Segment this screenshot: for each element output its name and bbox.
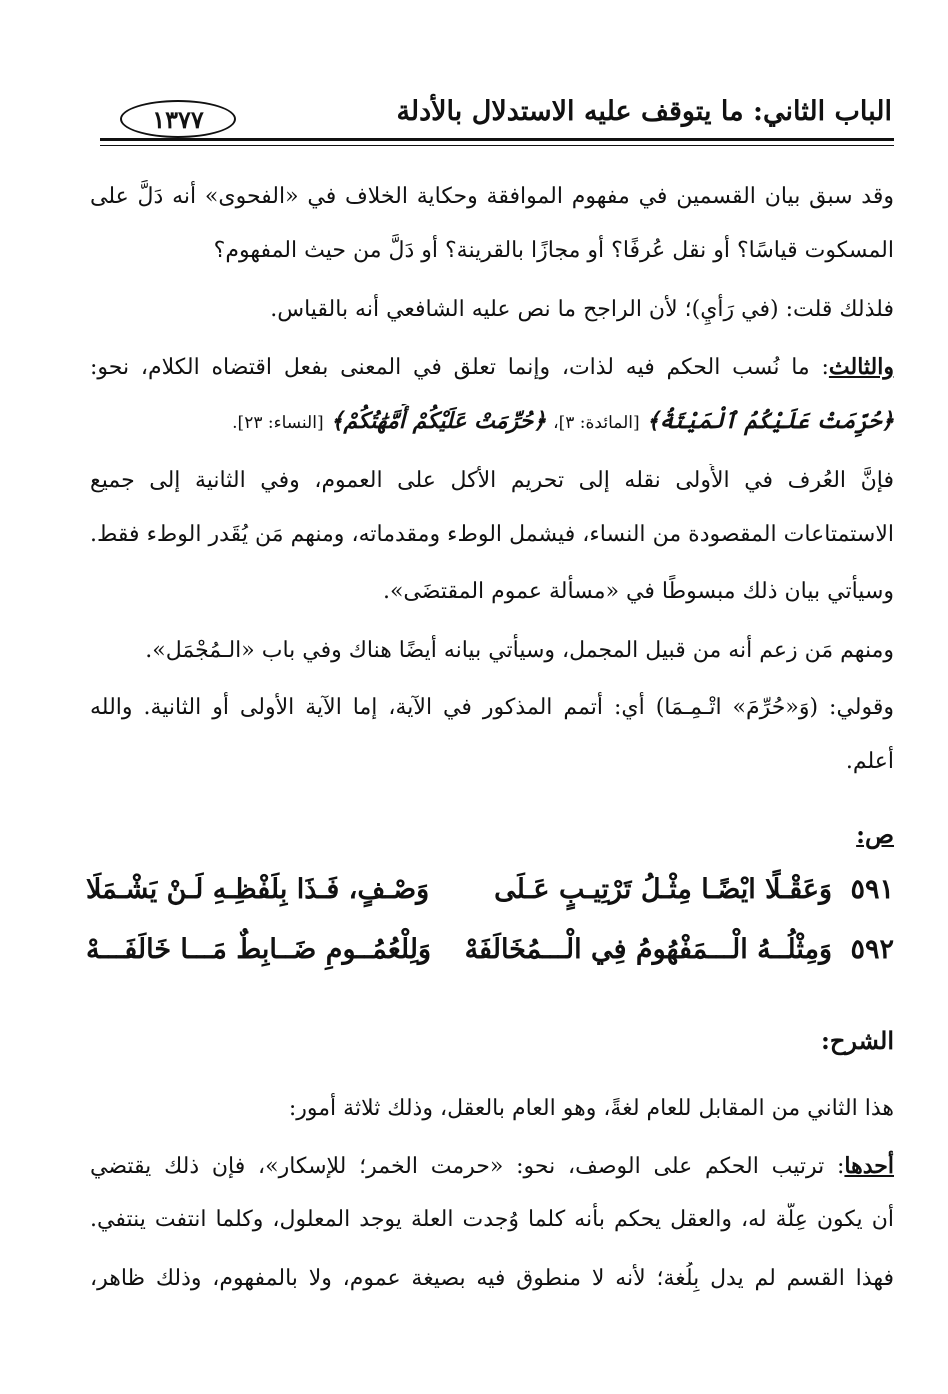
verse-number: ٥٩١: [850, 874, 894, 905]
verse-number: ٥٩٢: [850, 934, 894, 965]
ayah-maida: ﴿حُرِّمَتْ عَلَيْكُمُ ٱلْمَيْتَةُ﴾: [646, 408, 894, 434]
quran-citation-line: [90, 404, 894, 440]
verse-second-hemistich: وَصْـفٍ، فَـذَا بِلَفْظِـهِ لَـنْ يَشْـمَلَا: [86, 874, 430, 905]
ayah-nisa: ﴿حُرِّمَتْ عَلَيْكُمْ أُمَّهَٰتُكُمْ﴾: [330, 408, 547, 434]
third-label: والثالث: [828, 354, 894, 380]
sharh-line-1: هذا الثاني من المقابل للعام لغةً، وهو العام بالعقل، وذلك ثلاثة أمور:: [288, 1096, 894, 1121]
body-line-11: أعلم.: [845, 749, 894, 774]
sharh-line-3: أن يكون عِلَّة له، والعقل يحكم بأنه كلما وُجدت العلة يوجد المعلول، وكلما انتفت ينتفي.: [90, 1207, 894, 1232]
body-line-7: الاستمتاعات المقصودة من النساء، فيشمل الوطء ومقدماته، ومنهم مَن يُقَدر الوطء فقط.: [90, 522, 894, 547]
sharh-line-2: [90, 1149, 894, 1184]
verse-first-hemistich: وَعَقْـلًا ايْضًـا مِثْـلُ تَرْتِيـبٍ عَـلَى: [494, 874, 832, 905]
page-number: ١٣٧٧: [120, 100, 236, 138]
verse-second-hemistich: وَلِلْعُمُــومِ ضَــابِطٌ مَـــا خَالَفَـــهْ: [86, 934, 432, 965]
header-rule-thick: [100, 138, 894, 141]
body-line-10: وقولي: (وَ«حُرِّمَ» اتْـمِـمَا) أي: أتمم المذكور في الآية، إما الآية الأولى أو الثانية. والله: [90, 695, 894, 720]
matn-label: ص:: [856, 820, 894, 849]
verse-591: [86, 874, 894, 918]
third-text: : ما نُسب الحكم فيه لذات، وإنما تعلق في المعنى بفعل اقتضاه الكلام، نحو:: [90, 355, 829, 380]
verse-first-hemistich: وَمِثْلُــهُ الْـــمَفْهُومُ فِي الْـــمُخَالَفَهْ: [464, 934, 832, 965]
body-line-3: فلذلك قلت: (في رَأْيِ)؛ لأن الراجح ما نص عليه الشافعي أنه بالقياس.: [270, 297, 894, 322]
body-line-8: وسيأتي بيان ذلك مبسوطًا في «مسألة عموم المقتضَى».: [382, 579, 894, 604]
body-line-6: فإنَّ العُرف في الأُولى نقله إلى تحريم الأكل على العموم، وفي الثانية إلى جميع: [90, 468, 894, 493]
verse-592: [86, 934, 894, 978]
body-line-9: ومنهم مَن زعم أنه من قبيل المجمل، وسيأتي بيانه أيضًا هناك وفي باب «الـمُجْمَل».: [145, 638, 894, 663]
matn-heading: [90, 818, 894, 854]
sharh-label: الشرح:: [821, 1026, 894, 1055]
first-label: أحدها: [844, 1153, 894, 1179]
ref-nisa: [النساء: ٢٣].: [232, 413, 324, 433]
body-line-4: [90, 350, 894, 385]
first-text: : ترتيب الحكم على الوصف، نحو: «حرمت الخمر؛ للإسكار»، فإن ذلك يقتضي: [90, 1154, 845, 1179]
sharh-heading: [90, 1024, 894, 1060]
header-rule-thin: [100, 145, 894, 146]
body-line-1: وقد سبق بيان القسمين في مفهوم الموافقة وحكاية الخلاف في «الفحوى» أنه دَلَّ على: [90, 184, 894, 209]
body-line-2: المسكوت قياسًا؟ أو نقل عُرفًا؟ أو مجازًا بالقرينة؟ أو دَلَّ من حيث المفهوم؟: [213, 238, 894, 263]
running-title: الباب الثاني: ما يتوقف عليه الاستدلال بالأدلة: [396, 96, 892, 127]
ref-maida: [المائدة: ٣]،: [553, 413, 640, 433]
sharh-line-4: فهذا القسم لم يدل بِلُغة؛ لأنه لا منطوق فيه بصيغة عموم، ولا بالمفهوم، وذلك ظاهر،: [90, 1266, 894, 1291]
page-header: [100, 92, 892, 142]
